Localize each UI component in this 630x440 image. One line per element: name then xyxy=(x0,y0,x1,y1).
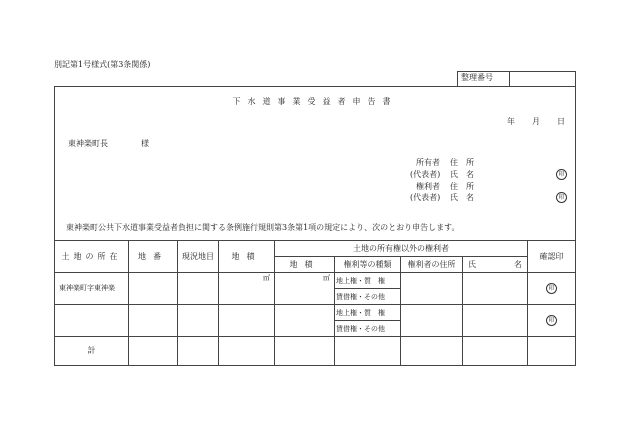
declaration-statement: 東神楽町公共下水道事業受益者負担に関する条例施行規則第3条第1項の規定により、次のとおり申告します。 xyxy=(66,223,460,232)
row1-rights-type-2: 賃借権・その他 xyxy=(336,293,385,301)
col-line-7 xyxy=(462,256,463,365)
col-line-5 xyxy=(334,256,335,365)
row1-confirm-seal-icon: 印 xyxy=(546,283,557,294)
table-row2-bottom xyxy=(54,336,576,337)
header-current-use: 現況地目 xyxy=(182,252,214,261)
frame-right xyxy=(575,86,576,365)
right-holder-label: 権利者 xyxy=(416,182,440,191)
col-line-6 xyxy=(400,256,401,365)
total-label: 計 xyxy=(87,346,96,355)
owner-name-label: 氏 名 xyxy=(450,170,474,179)
date-month: 月 xyxy=(532,117,540,126)
serial-number-label: 整理番号 xyxy=(461,73,493,82)
frame-top xyxy=(54,86,576,87)
header-holder-surname: 氏 xyxy=(468,260,476,269)
serial-box-right xyxy=(575,71,576,86)
right-holder-name-label: 氏 名 xyxy=(450,193,474,202)
addressee-honorific: 様 xyxy=(141,139,149,148)
owner-label: 所有者 xyxy=(416,158,440,167)
header-holder-given-name: 名 xyxy=(514,260,522,269)
owner-address-label: 住 所 xyxy=(450,158,474,167)
rights-row2-split xyxy=(334,320,400,321)
rights-row1-split xyxy=(334,288,400,289)
date-year: 年 xyxy=(507,117,515,126)
row2-rights-type-1: 地上権・質 権 xyxy=(336,309,385,317)
frame-bottom xyxy=(54,365,576,366)
serial-number-field[interactable] xyxy=(510,72,574,85)
col-line-4 xyxy=(274,240,275,365)
serial-box-left xyxy=(457,71,458,86)
frame-left xyxy=(54,86,55,365)
table-top xyxy=(54,240,576,241)
row1-sub-area-unit: ㎡ xyxy=(323,274,330,282)
date-day: 日 xyxy=(557,117,565,126)
right-holder-address-label: 住 所 xyxy=(450,182,474,191)
header-lot-number: 地番 xyxy=(138,252,168,261)
header-sub-area: 地積 xyxy=(289,260,320,269)
header-right-type: 権利等の種類 xyxy=(343,260,392,269)
right-holder-rep-label: (代表者) xyxy=(410,193,441,202)
table-header-bottom xyxy=(54,272,576,273)
header-confirm-seal: 確認印 xyxy=(539,252,564,261)
header-location: 土地の所在 xyxy=(61,252,122,261)
owner-rep-label: (代表者) xyxy=(410,170,441,179)
addressee: 東神楽町長 xyxy=(68,139,108,148)
row1-area-unit: ㎡ xyxy=(263,274,270,282)
row2-rights-type-2: 賃借権・その他 xyxy=(336,325,385,333)
table-row1-bottom xyxy=(54,304,576,305)
header-other-rights-holders: 土地の所有権以外の権利者 xyxy=(353,244,449,253)
row1-rights-type-1: 地上権・質 権 xyxy=(336,277,385,285)
header-holder-address: 権利者の住所 xyxy=(407,260,456,269)
owner-seal-icon: 印 xyxy=(556,169,567,180)
row2-confirm-seal-icon: 印 xyxy=(546,315,557,326)
row1-location[interactable]: 東神楽町字東神楽 xyxy=(59,284,115,292)
form-number: 別記第1号様式(第3条関係) xyxy=(54,60,151,69)
form-title: 下水道事業受益者申告書 xyxy=(232,97,398,106)
header-area: 地積 xyxy=(231,252,262,261)
right-holder-seal-icon: 印 xyxy=(556,192,567,203)
